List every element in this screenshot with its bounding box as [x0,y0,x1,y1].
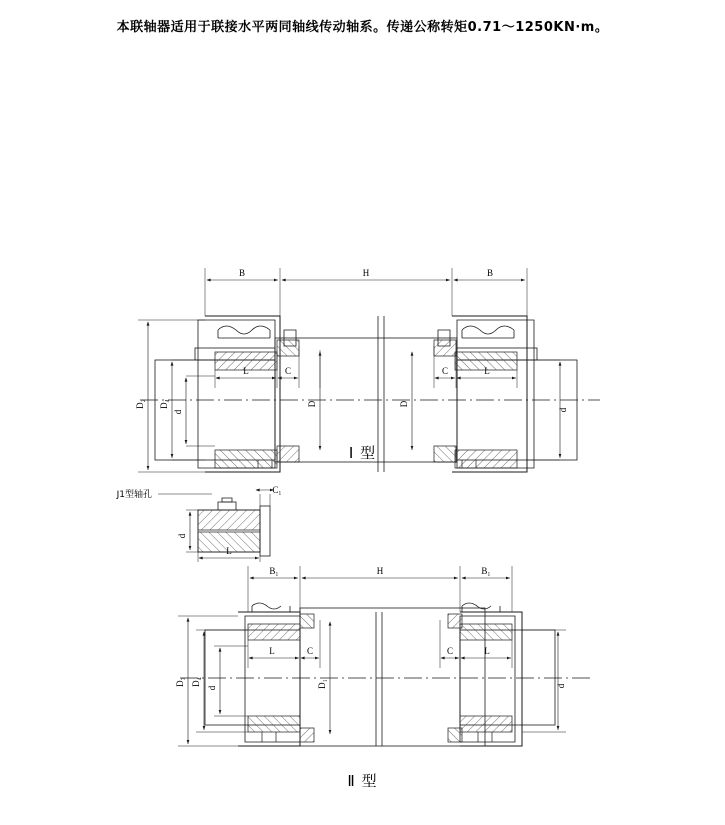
dim-label-d-left: d [173,409,183,415]
dim-label-C-left: C [284,366,292,376]
dim-label-L-right: L [484,366,490,376]
dim-label-D4: D₄ [159,399,169,409]
dim2-label-L-right: L [484,646,490,656]
detail-dim-L: L [226,546,232,556]
detail-dim-C1: C₁ [272,485,282,495]
dim-label-d-right: d [558,407,568,413]
figure-2-caption: Ⅱ 型 [347,772,378,790]
figure-1-caption: Ⅰ 型 [348,444,377,462]
detail-title-j1-bore: J1型轴孔 [116,490,152,500]
dim-label-D-right: D [399,400,409,408]
dim2-label-B1-right: B₁ [481,566,491,576]
dim2-label-C-right: C [446,646,454,656]
dim2-label-D1: D₁ [317,679,327,689]
dim-label-B-left: B [238,268,246,278]
dim-label-H: H [362,268,370,278]
dim-label-L-left: L [243,366,249,376]
dim2-label-d-left: d [207,685,217,691]
dim2-label-H: H [376,566,384,576]
dim2-label-d-right: d [556,683,566,689]
figure-type-2 [0,520,725,810]
dim-label-D2: D₂ [135,399,145,409]
dim2-label-D3: D₃ [175,677,185,687]
intro-paragraph: 本联轴器适用于联接水平两同轴线传动轴系。传递公称转矩0.71～1250KN·m。 [116,20,609,35]
figure-type-1 [0,120,725,556]
dim2-label-B1-left: B₁ [269,566,279,576]
dim2-label-C-left: C [306,646,314,656]
detail-dim-d: d [177,533,187,539]
dim-label-D-left: D [307,400,317,408]
dim2-label-L-left: L [269,646,275,656]
dim-label-B-right: B [486,268,494,278]
dim-label-C-right: C [441,366,449,376]
dim2-label-D4: D₄ [191,677,201,687]
